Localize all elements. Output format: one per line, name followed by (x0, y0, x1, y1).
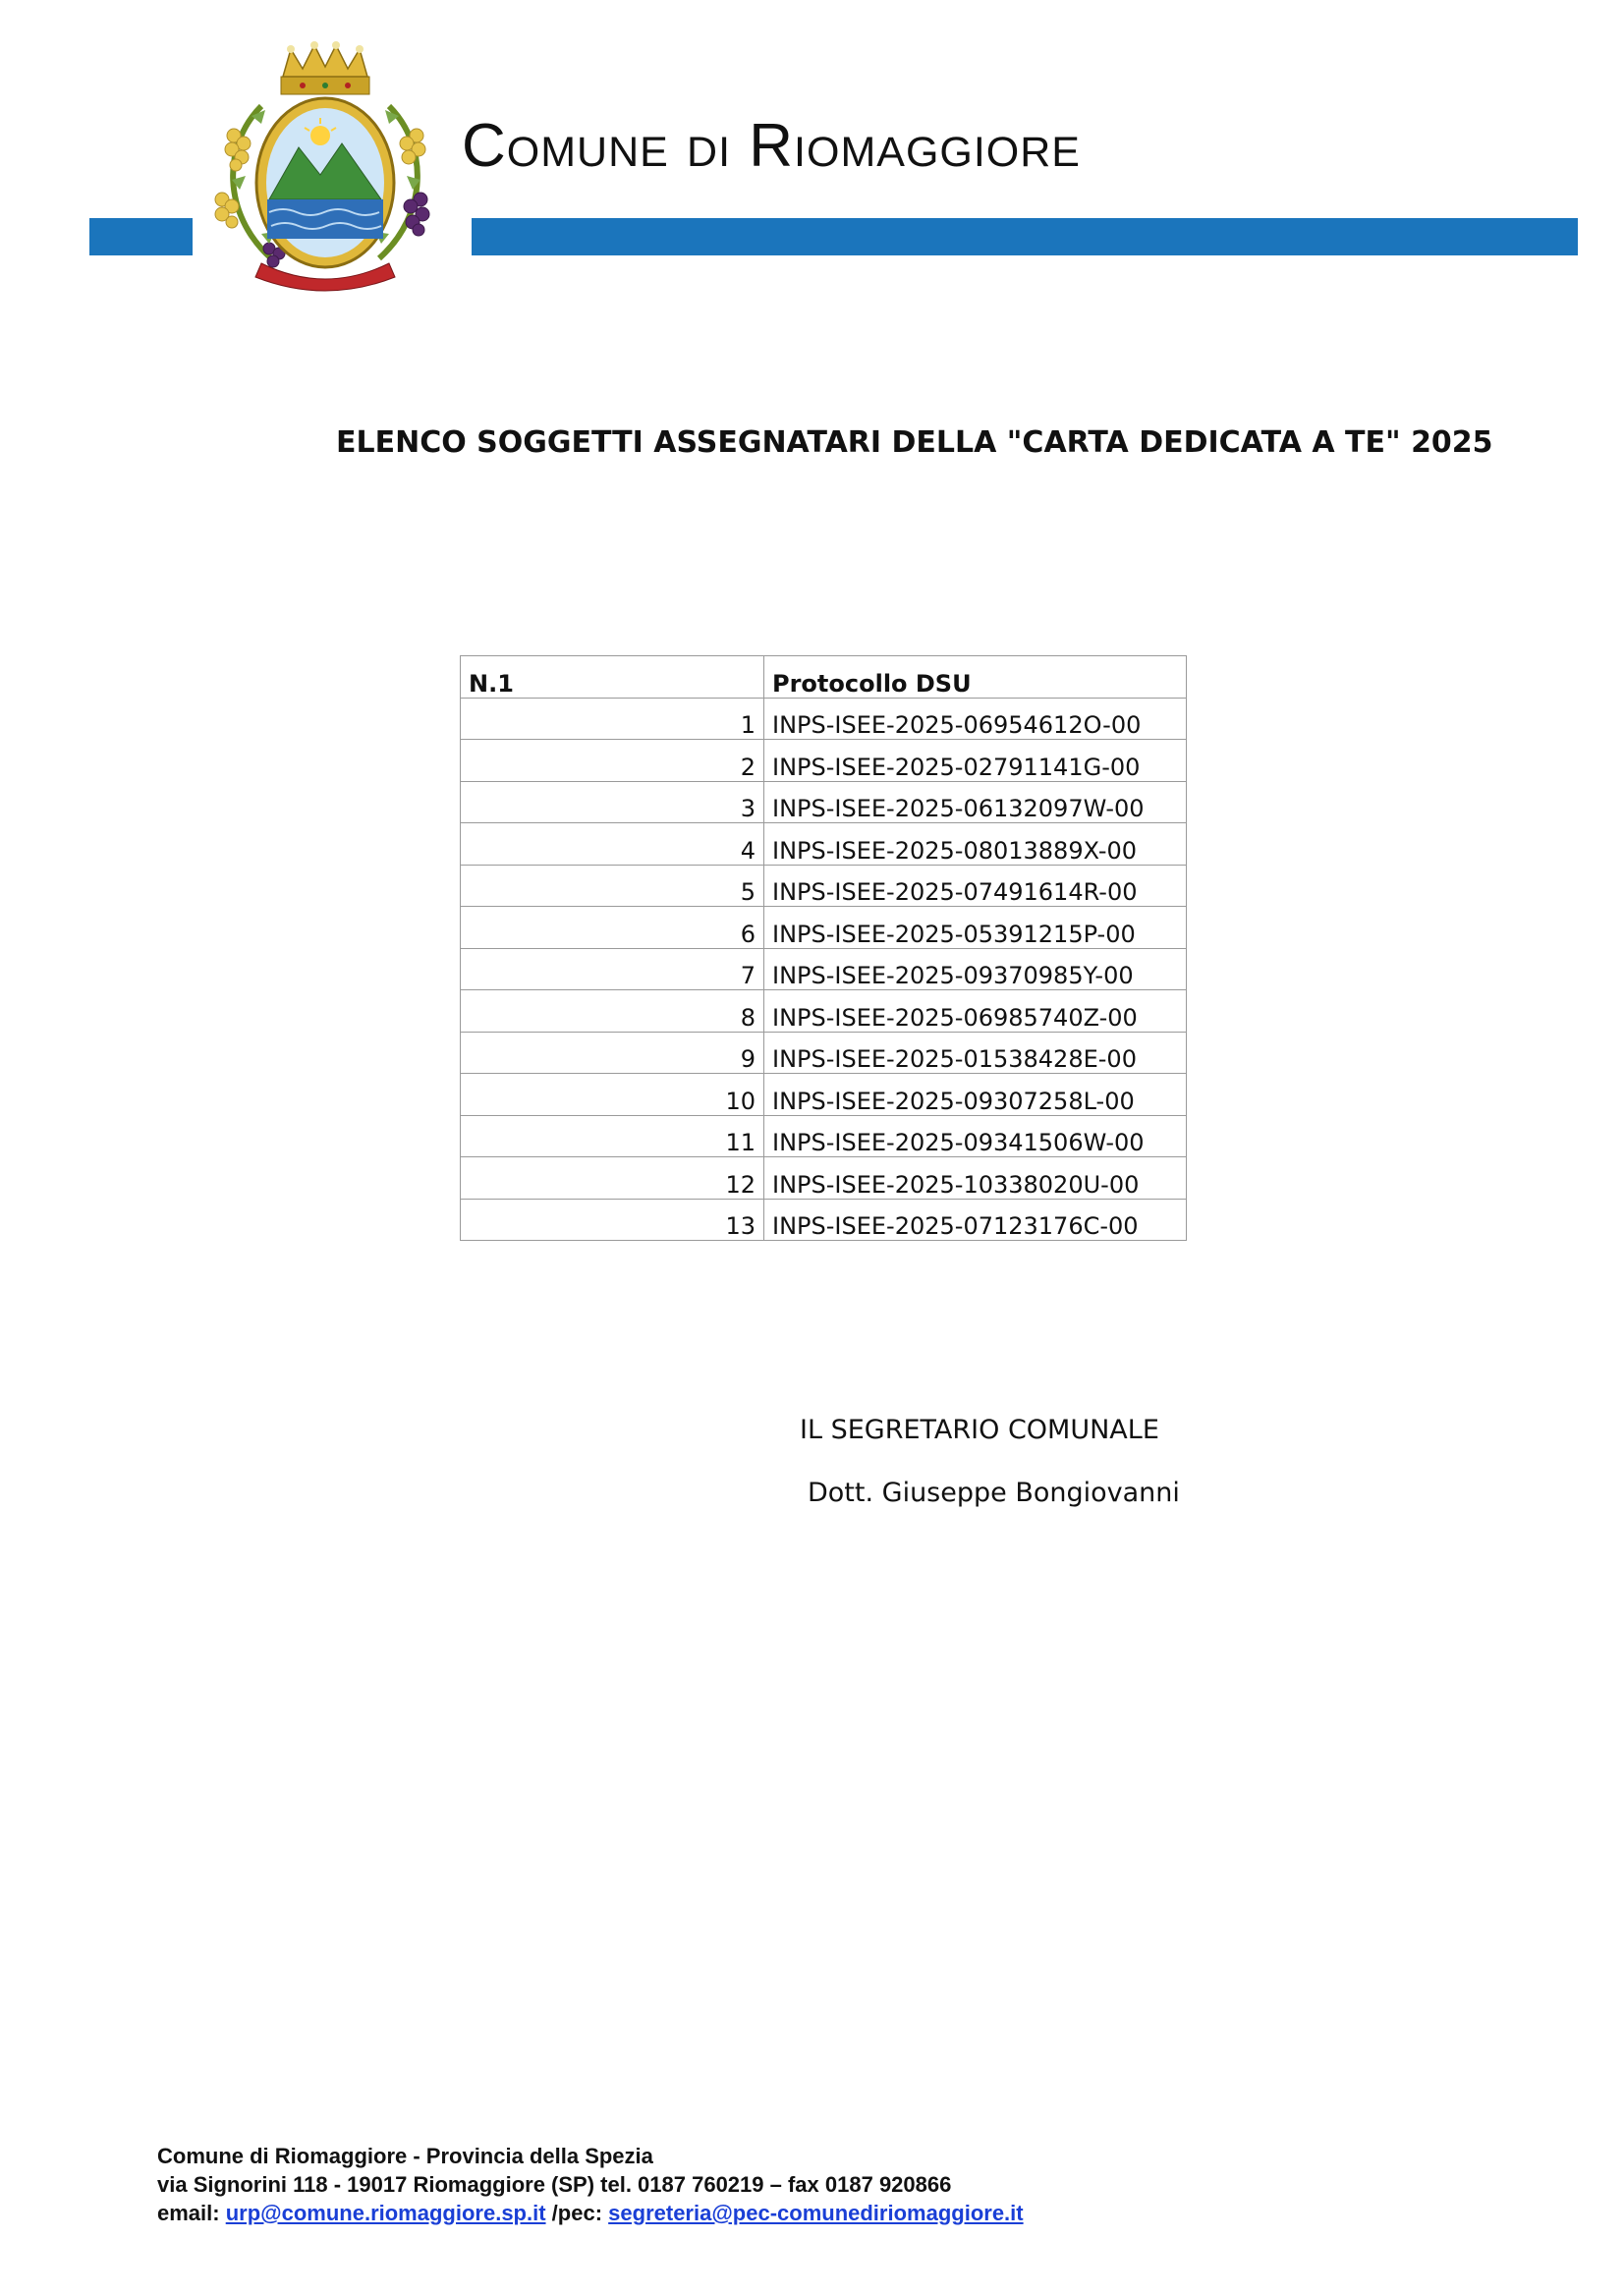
row-protocol: INPS-ISEE-2025-07491614R-00 (764, 865, 1187, 907)
table-row (461, 740, 1187, 782)
row-number: 7 (461, 948, 764, 990)
signatory-name: Dott. Giuseppe Bongiovanni (808, 1478, 1180, 1508)
row-protocol: INPS-ISEE-2025-10338020U-00 (764, 1157, 1187, 1200)
row-protocol: INPS-ISEE-2025-07123176C-00 (764, 1199, 1187, 1241)
row-protocol: INPS-ISEE-2025-06954612O-00 (764, 698, 1187, 740)
table-row (461, 698, 1187, 740)
row-number: 1 (461, 698, 764, 740)
row-protocol: INPS-ISEE-2025-08013889X-00 (764, 823, 1187, 866)
footer-address-line: via Signorini 118 - 19017 Riomaggiore (SP) tel. 0187 760219 – fax 0187 920866 (157, 2172, 952, 2197)
pec-link[interactable]: segreteria@pec-comunediriomaggiore.it (608, 2201, 1024, 2225)
table-row (461, 990, 1187, 1033)
organization-name: Comune di Riomaggiore (462, 112, 1081, 180)
row-number: 13 (461, 1199, 764, 1241)
table-row (461, 1032, 1187, 1074)
header-accent-bar-right (472, 218, 1578, 255)
page-footer (157, 2142, 1024, 2227)
table-row (461, 1115, 1187, 1157)
row-number: 6 (461, 907, 764, 949)
table-row (461, 1157, 1187, 1200)
row-number: 8 (461, 990, 764, 1033)
row-protocol: INPS-ISEE-2025-06132097W-00 (764, 781, 1187, 823)
coat-of-arms-icon (193, 37, 458, 301)
row-number: 10 (461, 1074, 764, 1116)
assignees-table (460, 655, 1187, 1241)
row-protocol: INPS-ISEE-2025-02791141G-00 (764, 740, 1187, 782)
email-link[interactable]: urp@comune.riomaggiore.sp.it (225, 2201, 546, 2225)
table-row (461, 781, 1187, 823)
row-number: 9 (461, 1032, 764, 1074)
row-number: 12 (461, 1157, 764, 1200)
row-protocol: INPS-ISEE-2025-09307258L-00 (764, 1074, 1187, 1116)
row-protocol: INPS-ISEE-2025-06985740Z-00 (764, 990, 1187, 1033)
row-number: 4 (461, 823, 764, 866)
row-number: 3 (461, 781, 764, 823)
row-number: 11 (461, 1115, 764, 1157)
row-number: 2 (461, 740, 764, 782)
footer-org-line: Comune di Riomaggiore - Provincia della Spezia (157, 2144, 653, 2168)
row-protocol: INPS-ISEE-2025-09341506W-00 (764, 1115, 1187, 1157)
table-row (461, 1074, 1187, 1116)
footer-contact-line (157, 2199, 1024, 2227)
email-label: email: (157, 2201, 220, 2225)
pec-label: /pec: (551, 2201, 603, 2225)
document-title: ELENCO SOGGETTI ASSEGNATARI DELLA "CARTA DEDICATA A TE" 2025 (336, 425, 1493, 460)
row-protocol: INPS-ISEE-2025-01538428E-00 (764, 1032, 1187, 1074)
table-row (461, 948, 1187, 990)
table-row (461, 865, 1187, 907)
table-row (461, 823, 1187, 866)
column-header-protocol: Protocollo DSU (764, 656, 1187, 699)
row-protocol: INPS-ISEE-2025-05391215P-00 (764, 907, 1187, 949)
header-accent-bar-left (89, 218, 193, 255)
row-number: 5 (461, 865, 764, 907)
table-header-row (461, 656, 1187, 699)
row-protocol: INPS-ISEE-2025-09370985Y-00 (764, 948, 1187, 990)
table-row (461, 907, 1187, 949)
column-header-number: N.1 (461, 656, 764, 699)
signatory-role: IL SEGRETARIO COMUNALE (800, 1415, 1159, 1445)
table-row (461, 1199, 1187, 1241)
